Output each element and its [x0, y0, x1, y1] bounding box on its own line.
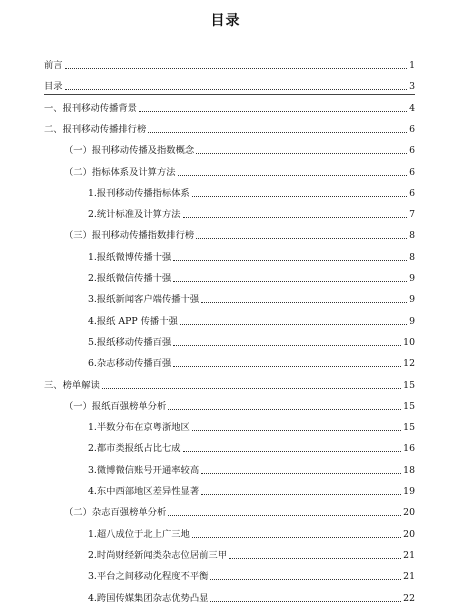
toc-entry[interactable] — [0, 135, 451, 157]
toc-entry[interactable] — [0, 71, 451, 93]
toc-entry-label: 5.报纸移动传播百强 — [88, 336, 172, 348]
toc-entry-label: 二、报刊移动传播排行榜 — [44, 123, 147, 135]
toc-entry-label: 4.东中西部地区差异性显著 — [88, 486, 200, 497]
dot-leader — [148, 132, 407, 133]
toc-entry[interactable] — [0, 242, 451, 264]
toc-entry-label: （二）杂志百强榜单分析 — [64, 507, 167, 519]
toc-entry[interactable] — [0, 93, 451, 115]
toc-entry[interactable] — [0, 391, 451, 413]
toc-entry-label: （一）报纸百强榜单分析 — [64, 400, 167, 412]
dot-leader — [178, 175, 408, 176]
dot-leader — [173, 281, 407, 282]
toc-entry[interactable] — [0, 561, 451, 583]
toc-entry-page-number: 15 — [403, 400, 415, 412]
toc-entry-label: 4.报纸 APP 传播十强 — [88, 315, 178, 327]
toc-entry[interactable] — [0, 455, 451, 477]
toc-entry[interactable] — [0, 370, 451, 392]
dot-leader — [192, 537, 401, 538]
toc-entry[interactable] — [0, 433, 451, 455]
toc-entry[interactable] — [0, 540, 451, 562]
toc-entry-label: （一）报刊移动传播及指数概念 — [64, 145, 195, 157]
dot-leader — [201, 494, 401, 495]
toc-entry-page-number: 9 — [409, 315, 415, 327]
toc-entry[interactable] — [0, 178, 451, 200]
dot-leader — [201, 302, 407, 303]
toc-entry[interactable] — [0, 412, 451, 434]
dot-leader — [65, 89, 407, 90]
dot-leader — [173, 345, 401, 346]
toc-entry[interactable] — [0, 199, 451, 221]
toc-entry-label: 1.报纸微博传播十强 — [88, 251, 172, 263]
dot-leader — [180, 324, 407, 325]
toc-entry-page-number: 21 — [403, 571, 415, 583]
dot-leader — [210, 579, 401, 580]
toc-entry-page-number: 4 — [409, 102, 415, 114]
toc-entry[interactable] — [0, 476, 451, 498]
toc-entry-label: 2.报纸微信传播十强 — [88, 273, 172, 284]
toc-entry[interactable] — [0, 263, 451, 285]
toc-entry[interactable] — [0, 327, 451, 349]
page-title: 目录 — [210, 13, 241, 29]
dot-leader — [192, 430, 401, 431]
toc-entry[interactable] — [0, 497, 451, 519]
toc-entry-label: 1.超八成位于北上广三地 — [88, 528, 190, 540]
toc-entry[interactable] — [0, 220, 451, 242]
toc-entry-label: 2.统计标准及计算方法 — [88, 209, 181, 221]
dot-leader — [102, 388, 401, 389]
toc-entry[interactable] — [0, 284, 451, 306]
dot-leader — [173, 260, 407, 261]
toc-entry-label: 目录 — [44, 81, 63, 93]
toc-entry-page-number: 9 — [409, 273, 415, 284]
toc-entry-label: 3.微博微信账号开通率较高 — [88, 464, 200, 476]
toc-entry-label: 前言 — [44, 60, 63, 71]
toc-entry[interactable] — [0, 519, 451, 541]
toc-entry-page-number: 12 — [403, 358, 415, 370]
toc-entry-page-number: 9 — [409, 294, 415, 306]
toc-entry-label: 2.时尚财经新闻类杂志位居前三甲 — [88, 549, 228, 561]
toc-entry-page-number: 3 — [409, 81, 415, 93]
toc-entry-label: （二）指标体系及计算方法 — [64, 166, 176, 178]
toc-entry-page-number: 21 — [403, 549, 415, 561]
dot-leader — [65, 68, 407, 69]
toc-entry-page-number: 6 — [409, 123, 415, 135]
toc-entry[interactable] — [0, 157, 451, 179]
toc-entry[interactable] — [0, 50, 451, 72]
dot-leader — [168, 515, 401, 516]
dot-leader — [173, 366, 401, 367]
toc-entry-page-number: 8 — [409, 230, 415, 242]
toc-entry-label: 6.杂志移动传播百强 — [88, 358, 172, 370]
toc-entry-page-number: 8 — [409, 251, 415, 263]
toc-entry-label: 一、报刊移动传播背景 — [44, 102, 137, 114]
toc-entry[interactable] — [0, 348, 451, 370]
toc-entry-page-number: 15 — [403, 379, 415, 391]
toc-entry-page-number: 10 — [403, 336, 415, 348]
dot-leader — [229, 558, 401, 559]
dot-leader — [168, 409, 401, 410]
toc-entry-page-number: 16 — [403, 443, 415, 455]
toc-entry-page-number: 18 — [403, 464, 415, 476]
toc-entry-label: 3.平台之间移动化程度不平衡 — [88, 571, 209, 583]
toc-entry-page-number: 20 — [403, 528, 415, 540]
toc-entry-page-number: 15 — [403, 422, 415, 434]
dot-leader — [196, 153, 407, 154]
dot-leader — [192, 196, 407, 197]
toc-entry-page-number: 22 — [403, 592, 415, 604]
toc-entry-label: 3.报纸新闻客户端传播十强 — [88, 294, 200, 306]
dot-leader — [183, 217, 408, 218]
toc-entry-page-number: 6 — [409, 145, 415, 157]
toc-entry[interactable] — [0, 306, 451, 328]
toc-entry-page-number: 1 — [409, 60, 415, 71]
dot-leader — [196, 238, 407, 239]
toc-entry[interactable] — [0, 114, 451, 136]
toc-entry-page-number: 19 — [403, 486, 415, 497]
toc-entry-label: 1.半数分布在京粤浙地区 — [88, 422, 190, 434]
dot-leader — [139, 111, 407, 112]
toc-entry-page-number: 6 — [409, 187, 415, 199]
toc-entry-label: 2.都市类报纸占比七成 — [88, 443, 181, 455]
toc-entry-label: 三、榜单解读 — [44, 379, 100, 391]
toc-entry-label: 4.跨国传媒集团杂志优势凸显 — [88, 592, 209, 604]
toc-entry[interactable] — [0, 583, 451, 605]
dot-leader — [201, 473, 401, 474]
toc-entry-label: 1.报刊移动传播指标体系 — [88, 187, 190, 199]
toc-entry-label: （三）报刊移动传播指数排行榜 — [64, 230, 195, 242]
toc-entry-page-number: 6 — [409, 166, 415, 178]
toc-entry-page-number: 7 — [409, 209, 415, 221]
dot-leader — [183, 451, 402, 452]
toc-entry-page-number: 20 — [403, 507, 415, 519]
